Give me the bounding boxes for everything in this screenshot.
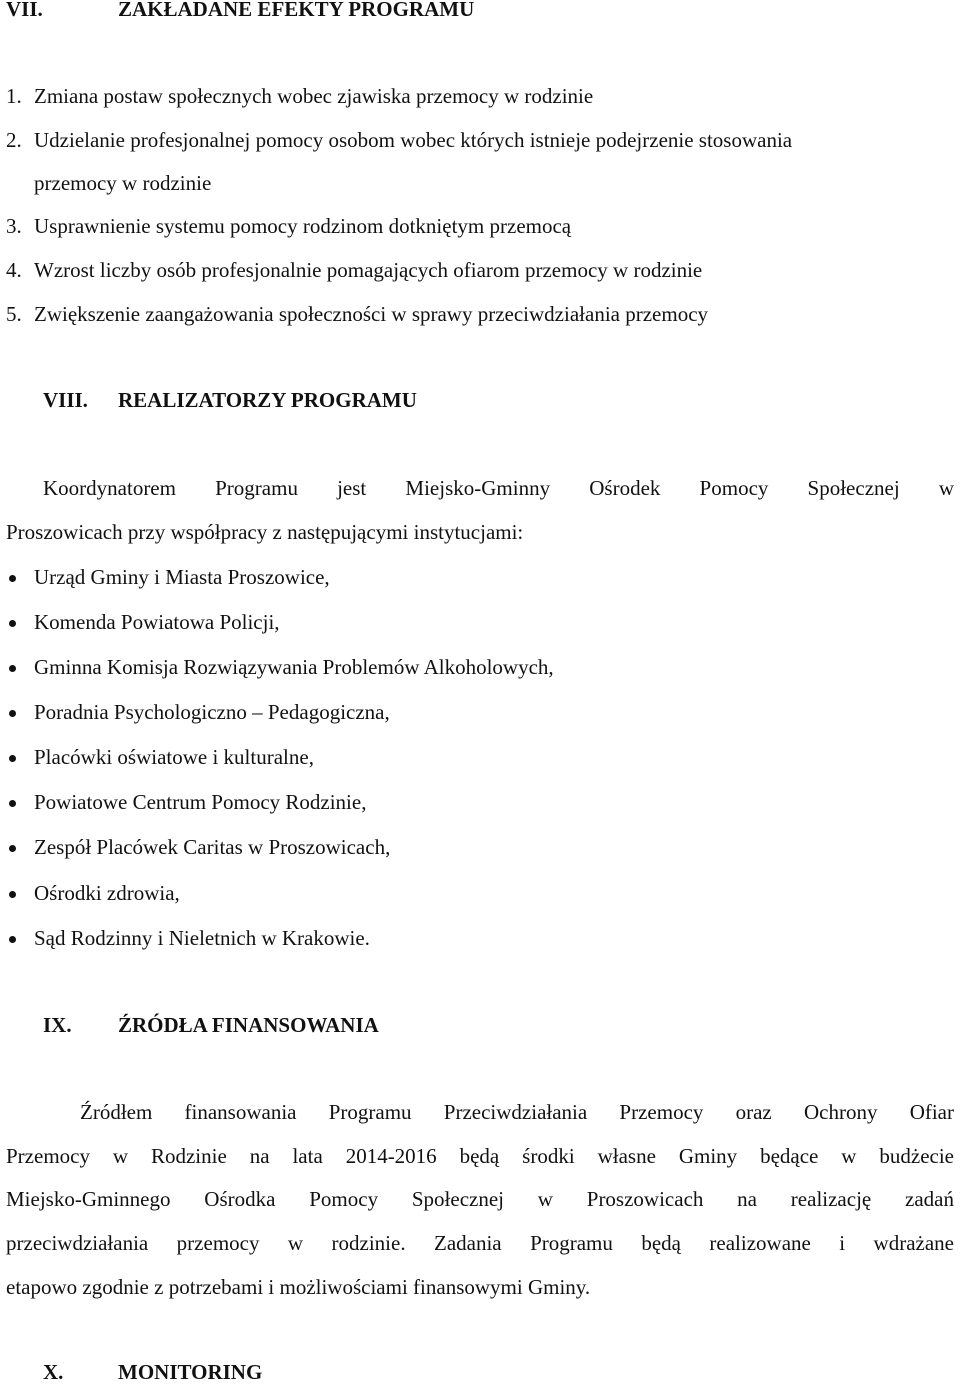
financing-line-4: przeciwdziałania przemocy w rodzinie. Zadania Programu będą realizowane i wdrażane [6, 1231, 954, 1255]
section-8-number: VIII. [43, 388, 88, 412]
effect-4-text: Wzrost liczby osób profesjonalnie pomagających ofiarom przemocy w rodzinie [34, 258, 703, 282]
institution-item: Placówki oświatowe i kulturalne, [34, 745, 314, 769]
effect-3-text: Usprawnienie systemu pomocy rodzinom dotkniętym przemocą [34, 214, 572, 238]
bullet-dot-icon [9, 620, 16, 627]
institution-item: Urząd Gminy i Miasta Proszowice, [34, 565, 330, 589]
financing-line-1: Źródłem finansowania Programu Przeciwdziałania Przemocy oraz Ochrony Ofiar [80, 1100, 954, 1124]
effect-2-number: 2. [6, 128, 22, 152]
section-8-intro-line-2: Proszowicach przy współpracy z następującymi instytucjami: [6, 520, 524, 544]
bullet-dot-icon [9, 710, 16, 717]
effect-4-number: 4. [6, 258, 22, 282]
bullet-dot-icon [9, 665, 16, 672]
section-9-number: IX. [43, 1013, 72, 1037]
institution-item: Zespół Placówek Caritas w Proszowicach, [34, 835, 391, 859]
institution-item: Powiatowe Centrum Pomocy Rodzinie, [34, 790, 367, 814]
effect-1-number: 1. [6, 84, 22, 108]
institution-item: Gminna Komisja Rozwiązywania Problemów Alkoholowych, [34, 655, 554, 679]
effect-2-text-line-1: Udzielanie profesjonalnej pomocy osobom wobec których istnieje podejrzenie stosowania [34, 128, 793, 152]
section-9-title: ŹRÓDŁA FINANSOWANIA [118, 1013, 379, 1037]
institution-item: Komenda Powiatowa Policji, [34, 610, 280, 634]
institution-item: Poradnia Psychologiczno – Pedagogiczna, [34, 700, 390, 724]
financing-line-5: etapowo zgodnie z potrzebami i możliwościami finansowymi Gminy. [6, 1275, 591, 1299]
effect-3-number: 3. [6, 214, 22, 238]
section-10-number: X. [43, 1360, 64, 1384]
bullet-dot-icon [9, 845, 16, 852]
financing-line-3: Miejsko-Gminnego Ośrodka Pomocy Społecznej w Proszowicach na realizację zadań [6, 1187, 954, 1211]
effect-2-text-line-2: przemocy w rodzinie [34, 171, 212, 195]
section-8-intro-line-1: Koordynatorem Programu jest Miejsko-Gminny Ośrodek Pomocy Społecznej w [43, 476, 954, 500]
section-7-number: VII. [6, 0, 43, 21]
bullet-dot-icon [9, 575, 16, 582]
section-8-title: REALIZATORZY PROGRAMU [118, 388, 417, 412]
bullet-dot-icon [9, 755, 16, 762]
institution-item: Ośrodki zdrowia, [34, 881, 180, 905]
bullet-dot-icon [9, 936, 16, 943]
effect-5-number: 5. [6, 302, 22, 326]
section-7-title: ZAKŁADANE EFEKTY PROGRAMU [118, 0, 475, 21]
institution-item: Sąd Rodzinny i Nieletnich w Krakowie. [34, 926, 370, 950]
effect-5-text: Zwiększenie zaangażowania społeczności w sprawy przeciwdziałania przemocy [34, 302, 709, 326]
section-10-title: MONITORING [118, 1360, 263, 1384]
bullet-dot-icon [9, 800, 16, 807]
bullet-dot-icon [9, 891, 16, 898]
effect-1-text: Zmiana postaw społecznych wobec zjawiska przemocy w rodzinie [34, 84, 594, 108]
financing-line-2: Przemocy w Rodzinie na lata 2014-2016 będą środki własne Gminy będące w budżecie [6, 1144, 954, 1168]
